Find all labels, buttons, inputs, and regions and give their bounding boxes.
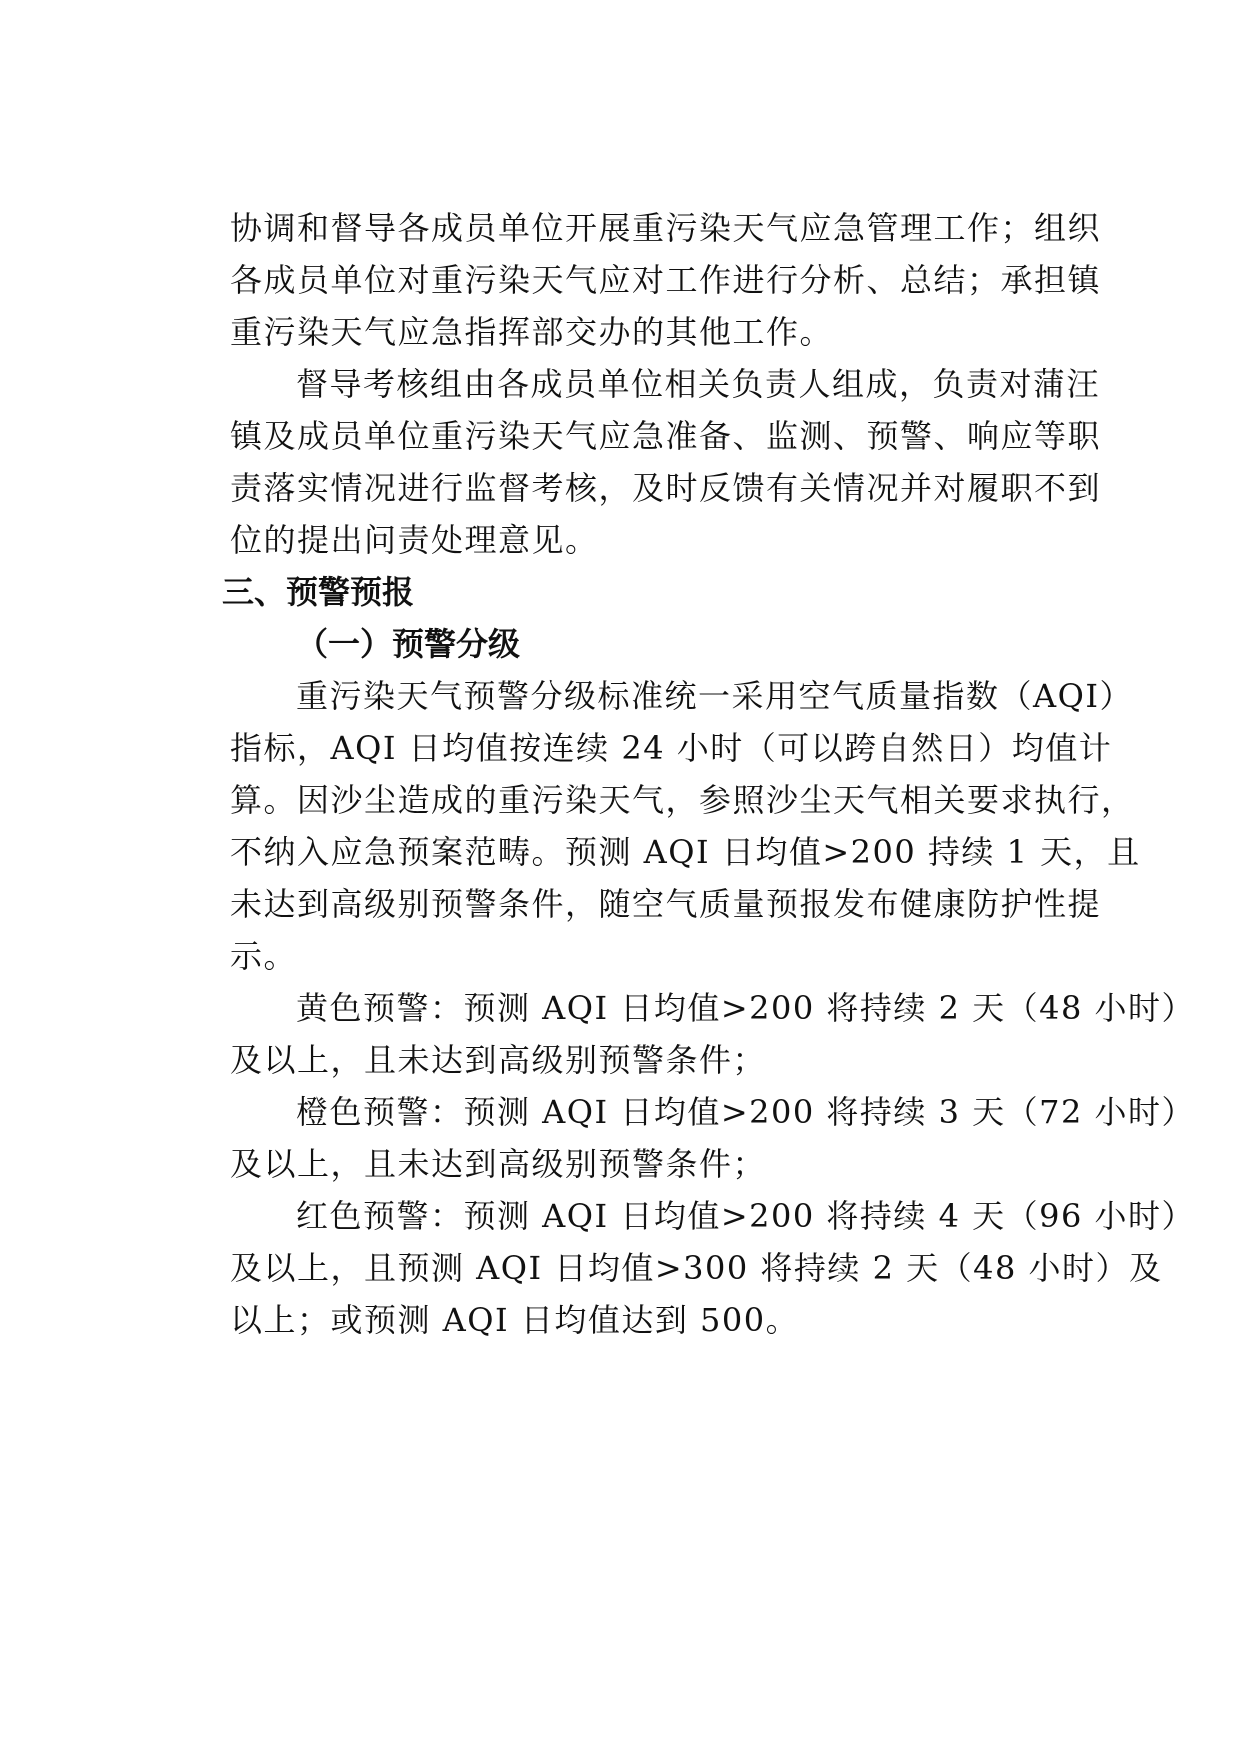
section-heading: 三、预警预报 [222, 573, 415, 611]
paragraph-line: 未达到高级别预警条件，随空气质量预报发布健康防护性提 [230, 885, 1102, 923]
paragraph-line: 重污染天气预警分级标准统一采用空气质量指数（AQI） [296, 677, 1133, 715]
yellow-warning-line: 黄色预警：预测 AQI 日均值>200 将持续 2 天（48 小时） [296, 989, 1195, 1027]
orange-warning-line: 橙色预警：预测 AQI 日均值>200 将持续 3 天（72 小时） [296, 1093, 1195, 1131]
paragraph-line: 协调和督导各成员单位开展重污染天气应急管理工作；组织 [230, 209, 1102, 247]
subsection-heading: （一）预警分级 [296, 625, 521, 663]
paragraph-line: 责落实情况进行监督考核，及时反馈有关情况并对履职不到 [230, 469, 1102, 507]
red-warning-line: 以上；或预测 AQI 日均值达到 500。 [230, 1301, 800, 1339]
orange-warning-line: 及以上，且未达到高级别预警条件； [230, 1145, 767, 1183]
paragraph-line: 不纳入应急预案范畴。预测 AQI 日均值>200 持续 1 天，且 [230, 833, 1141, 871]
red-warning-line: 红色预警：预测 AQI 日均值>200 将持续 4 天（96 小时） [296, 1197, 1195, 1235]
paragraph-line: 重污染天气应急指挥部交办的其他工作。 [230, 313, 834, 351]
paragraph-line: 算。因沙尘造成的重污染天气，参照沙尘天气相关要求执行， [230, 781, 1135, 819]
paragraph-line: 督导考核组由各成员单位相关负责人组成，负责对蒲汪 [296, 365, 1101, 403]
paragraph-line: 位的提出问责处理意见。 [230, 521, 599, 559]
red-warning-line: 及以上，且预测 AQI 日均值>300 将持续 2 天（48 小时）及 [230, 1249, 1163, 1287]
yellow-warning-line: 及以上，且未达到高级别预警条件； [230, 1041, 767, 1079]
paragraph-line: 指标，AQI 日均值按连续 24 小时（可以跨自然日）均值计 [230, 729, 1113, 767]
paragraph-line: 各成员单位对重污染天气应对工作进行分析、总结；承担镇 [230, 261, 1102, 299]
paragraph-line: 镇及成员单位重污染天气应急准备、监测、预警、响应等职 [230, 417, 1102, 455]
paragraph-line: 示。 [230, 937, 298, 975]
